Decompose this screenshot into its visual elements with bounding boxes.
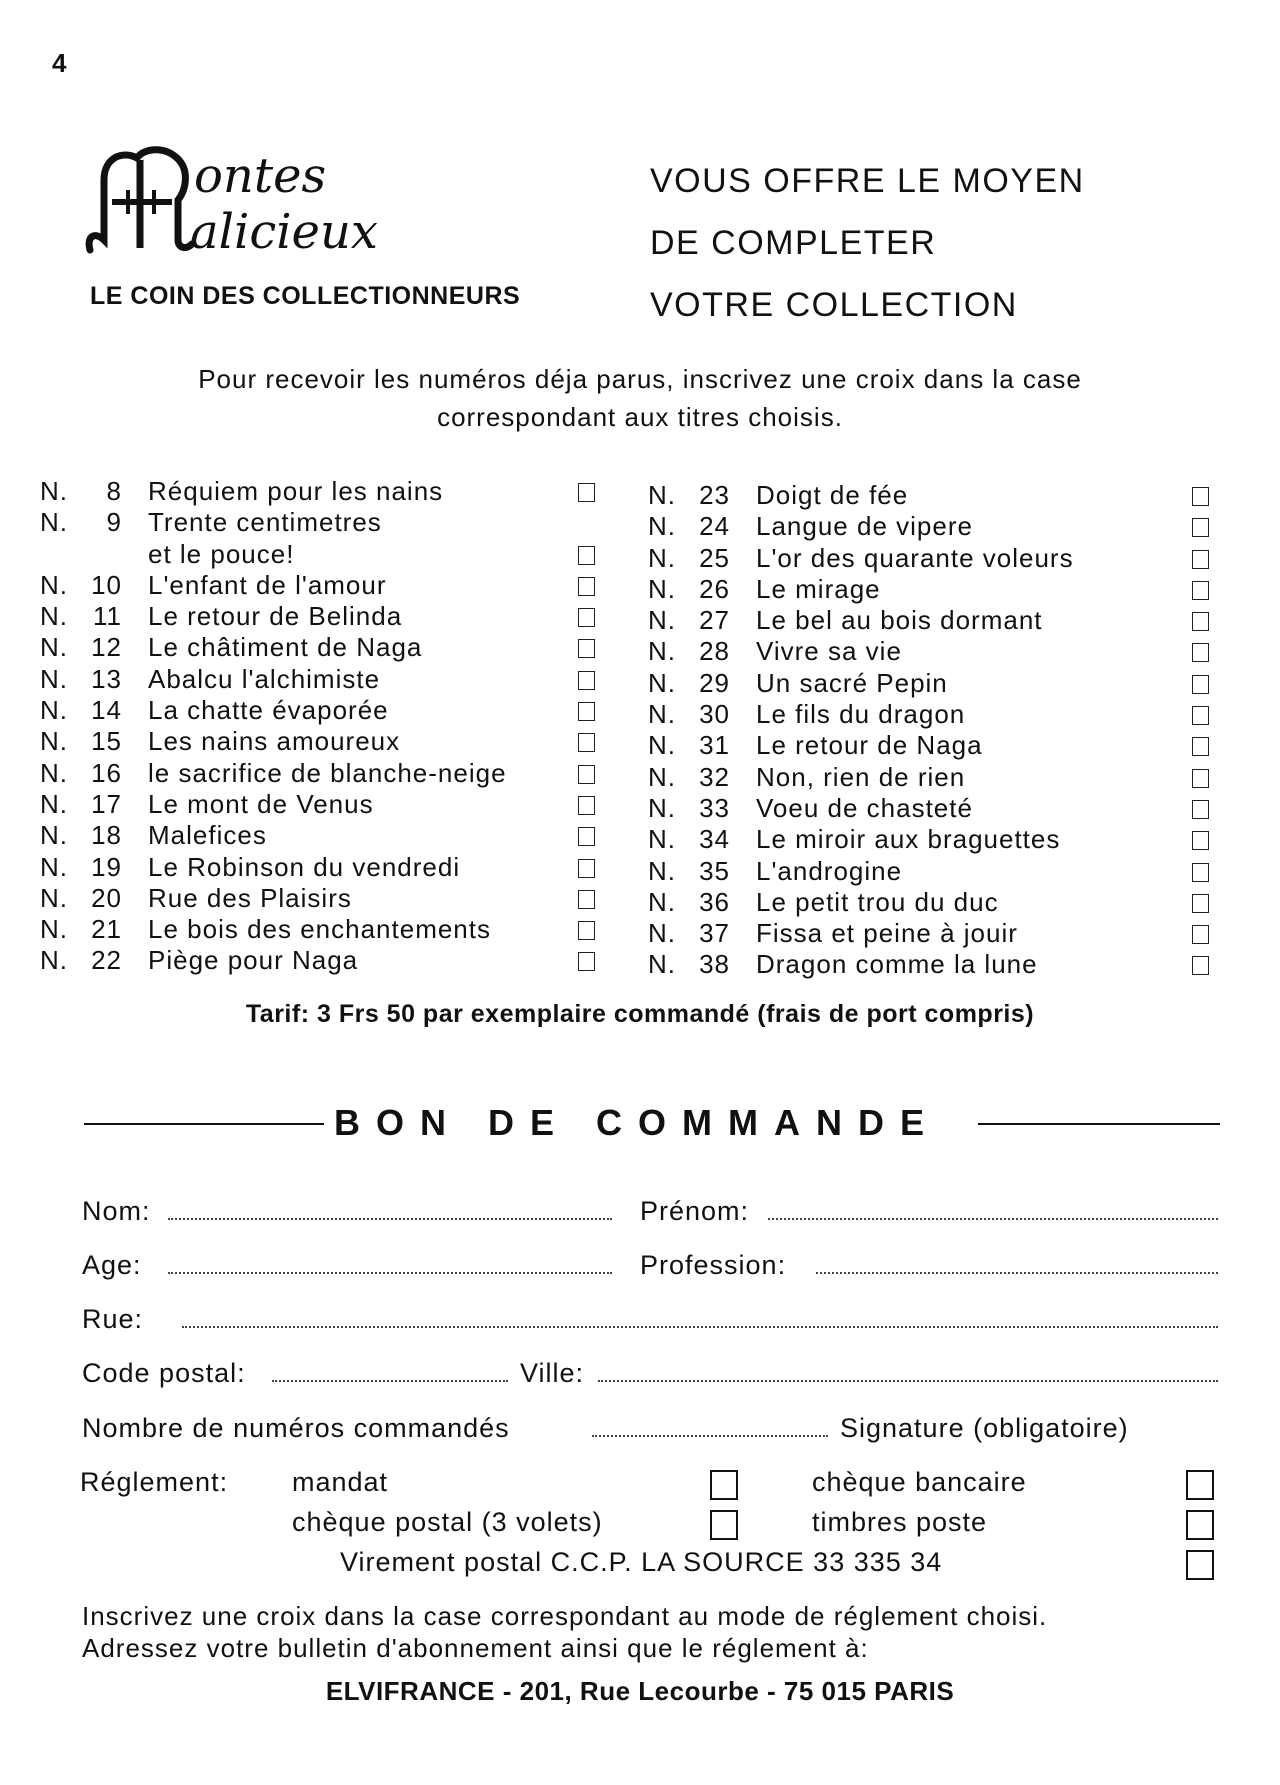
- issue-value: 31: [699, 730, 730, 761]
- tarif-text: Tarif: 3 Frs 50 par exemplaire commandé (frais de port compris): [245, 1000, 1035, 1028]
- issue-checkbox[interactable]: [578, 639, 595, 658]
- issue-number: [648, 762, 730, 793]
- issue-number: [40, 476, 122, 507]
- issue-checkbox[interactable]: [1192, 487, 1209, 506]
- issue-title: Le petit trou du duc: [756, 886, 999, 917]
- issue-title: Piège pour Naga: [148, 945, 359, 976]
- issue-number: [648, 949, 730, 980]
- issue-number: [40, 507, 122, 538]
- issue-number: [648, 824, 730, 855]
- issue-number: [40, 883, 122, 914]
- intro-line: correspondant aux titres choisis.: [437, 402, 843, 432]
- issue-value: 18: [91, 820, 122, 851]
- code-postal-field[interactable]: [272, 1380, 508, 1382]
- intro-line: Pour recevoir les numéros déja parus, inscrivez une croix dans la case: [198, 364, 1082, 394]
- issue-number: [40, 852, 122, 883]
- footer-line: Adressez votre bulletin d'abonnement ainsi que le réglement à:: [82, 1633, 869, 1663]
- issue-value: 13: [91, 663, 122, 694]
- issue-value: 19: [91, 851, 122, 882]
- issue-checkbox[interactable]: [1192, 894, 1209, 913]
- issue-title: Le bois des enchantements: [148, 914, 491, 945]
- code-postal-label: Code postal:: [82, 1358, 246, 1388]
- issue-number: [648, 480, 730, 511]
- issue-value: 20: [91, 882, 122, 913]
- issue-value: 35: [699, 855, 730, 886]
- issue-prefix: N.: [40, 945, 68, 976]
- issue-checkbox[interactable]: [578, 483, 595, 502]
- rue-field[interactable]: [182, 1326, 1218, 1328]
- issue-number: [40, 820, 122, 851]
- order-rule-left: [84, 1123, 324, 1125]
- issue-prefix: N.: [40, 726, 68, 757]
- issue-number: [648, 574, 730, 605]
- nom-label: Nom:: [82, 1196, 151, 1226]
- issue-title: Doigt de fée: [756, 480, 909, 510]
- issue-value: 11: [93, 601, 122, 632]
- issue-title: Vivre sa vie: [756, 636, 902, 667]
- profession-label: Profession:: [640, 1250, 787, 1280]
- issue-number: [40, 570, 122, 601]
- issue-number: [40, 664, 122, 695]
- prenom-label: Prénom:: [640, 1196, 750, 1226]
- prenom-field[interactable]: [768, 1218, 1218, 1220]
- issue-title: Le fils du dragon: [756, 699, 966, 730]
- issue-prefix: N.: [40, 601, 68, 632]
- issue-checkbox[interactable]: [1192, 518, 1209, 537]
- issue-checkbox[interactable]: [1192, 612, 1209, 631]
- issue-title: et le pouce!: [148, 538, 295, 569]
- issue-checkbox[interactable]: [578, 796, 595, 815]
- issue-checkbox[interactable]: [1192, 831, 1209, 850]
- issue-value: 36: [699, 886, 730, 917]
- issue-prefix: N.: [648, 824, 676, 855]
- issue-checkbox[interactable]: [1192, 769, 1209, 788]
- svg-text:alicieux: alicieux: [190, 204, 378, 260]
- issue-title: le sacrifice de blanche-neige: [148, 757, 507, 788]
- issue-checkbox[interactable]: [578, 608, 595, 627]
- issue-title: L'enfant de l'amour: [148, 569, 387, 600]
- issue-number: [648, 730, 730, 761]
- issue-prefix: N.: [648, 792, 676, 823]
- issue-number: [648, 511, 730, 542]
- issue-number: [648, 668, 730, 699]
- issue-prefix: N.: [648, 855, 676, 886]
- issue-title: Abalcu l'alchimiste: [148, 663, 381, 694]
- issue-checkbox[interactable]: [1192, 800, 1209, 819]
- issue-prefix: N.: [40, 663, 68, 694]
- issue-title: Le miroir aux braguettes: [756, 824, 1061, 855]
- nom-field[interactable]: [168, 1218, 612, 1220]
- issue-title: Le retour de Belinda: [148, 601, 403, 632]
- issue-value: 25: [699, 542, 730, 573]
- issue-checkbox[interactable]: [578, 921, 595, 940]
- timbres-poste-checkbox[interactable]: [1186, 1510, 1214, 1540]
- subtitle: LE COIN DES COLLECTIONNEURS: [90, 282, 521, 310]
- order-rule-right: [978, 1123, 1220, 1125]
- issue-checkbox[interactable]: [578, 890, 595, 909]
- issue-number: [40, 789, 122, 820]
- issue-number: [648, 636, 730, 667]
- issue-prefix: N.: [40, 851, 68, 882]
- issue-title: Le mirage: [756, 573, 881, 604]
- issue-prefix: N.: [648, 730, 676, 761]
- issue-prefix: N.: [648, 949, 676, 980]
- issue-checkbox[interactable]: [578, 952, 595, 971]
- issue-prefix: N.: [648, 605, 676, 636]
- issue-prefix: N.: [648, 573, 676, 604]
- issue-number: [648, 918, 730, 949]
- issue-title: L'or des quarante voleurs: [756, 542, 1074, 573]
- issue-checkbox[interactable]: [578, 702, 595, 721]
- rue-label: Rue:: [82, 1304, 144, 1334]
- offer-text: [650, 150, 1085, 336]
- issue-checkbox[interactable]: [1192, 737, 1209, 756]
- age-label: Age:: [82, 1250, 142, 1280]
- issue-checkbox[interactable]: [1192, 706, 1209, 725]
- page-number: 4: [52, 48, 67, 78]
- issue-prefix: N.: [40, 476, 68, 506]
- issue-number: [40, 601, 122, 632]
- issue-checkbox[interactable]: [1192, 643, 1209, 662]
- issue-value: 9: [106, 507, 122, 538]
- issue-value: 21: [91, 914, 122, 945]
- issue-prefix: N.: [648, 667, 676, 698]
- issue-number: [648, 887, 730, 918]
- signature-label: Signature (obligatoire): [840, 1413, 1129, 1443]
- issue-checkbox[interactable]: [1192, 581, 1209, 600]
- issue-title: Rue des Plaisirs: [148, 882, 352, 913]
- timbres-poste-label: timbres poste: [812, 1507, 988, 1537]
- issue-value: 15: [91, 726, 122, 757]
- issue-checkbox[interactable]: [578, 577, 595, 596]
- issue-checkbox[interactable]: [1192, 956, 1209, 975]
- issue-prefix: N.: [648, 761, 676, 792]
- issue-number: [40, 945, 122, 976]
- reglement-label: Réglement:: [80, 1467, 229, 1497]
- issue-value: 32: [699, 761, 730, 792]
- issue-prefix: N.: [40, 914, 68, 945]
- issue-title: Les nains amoureux: [148, 726, 401, 757]
- issue-title: Trente centimetres: [148, 507, 382, 538]
- issue-prefix: N.: [648, 886, 676, 917]
- issue-value: 28: [699, 636, 730, 667]
- issue-number: [40, 758, 122, 789]
- cheque-bancaire-label: chèque bancaire: [812, 1467, 1027, 1497]
- issue-title: Le bel au bois dormant: [756, 605, 1043, 636]
- issue-checkbox[interactable]: [1192, 925, 1209, 944]
- issue-checkbox[interactable]: [578, 546, 595, 565]
- issue-value: 17: [91, 788, 122, 819]
- address: ELVIFRANCE - 201, Rue Lecourbe - 75 015 PARIS: [325, 1676, 955, 1706]
- issue-title: Non, rien de rien: [756, 761, 966, 792]
- issue-checkbox[interactable]: [1192, 863, 1209, 882]
- issue-checkbox[interactable]: [1192, 550, 1209, 569]
- virement-label: Virement postal C.C.P. LA SOURCE 33 335 34: [340, 1547, 943, 1577]
- issue-prefix: N.: [648, 918, 676, 949]
- cheque-postal-checkbox[interactable]: [710, 1510, 738, 1540]
- issue-prefix: N.: [40, 695, 68, 726]
- nombre-label: Nombre de numéros commandés: [82, 1413, 510, 1443]
- issue-number: [40, 695, 122, 726]
- issue-value: 24: [699, 511, 730, 542]
- issue-value: 34: [699, 824, 730, 855]
- issue-prefix: N.: [648, 699, 676, 730]
- issue-title: Le châtiment de Naga: [148, 632, 423, 663]
- issue-value: 38: [699, 949, 730, 980]
- issue-checkbox[interactable]: [578, 827, 595, 846]
- footer-instructions: [82, 1600, 1047, 1664]
- issue-checkbox[interactable]: [578, 765, 595, 784]
- issue-title: Le Robinson du vendredi: [148, 851, 461, 882]
- issue-title: Le retour de Naga: [756, 730, 983, 761]
- issue-prefix: N.: [40, 757, 68, 788]
- issue-number: [40, 539, 122, 570]
- issue-prefix: N.: [40, 820, 68, 851]
- issue-prefix: N.: [648, 480, 676, 510]
- svg-text:ontes: ontes: [194, 148, 327, 204]
- cheque-bancaire-checkbox[interactable]: [1186, 1470, 1214, 1500]
- offer-line: VOUS OFFRE LE MOYEN: [650, 162, 1085, 200]
- issue-number: [648, 793, 730, 824]
- issue-prefix: N.: [40, 882, 68, 913]
- issue-title: Un sacré Pepin: [756, 667, 948, 698]
- issue-value: 29: [699, 667, 730, 698]
- ville-field[interactable]: [598, 1380, 1218, 1382]
- offer-line: DE COMPLETER: [650, 224, 937, 262]
- age-field[interactable]: [168, 1272, 612, 1274]
- issue-value: 12: [91, 632, 122, 663]
- issue-number: [648, 699, 730, 730]
- issue-value: 37: [699, 918, 730, 949]
- issue-title: Réquiem pour les nains: [148, 476, 444, 506]
- issue-prefix: N.: [40, 507, 68, 538]
- issue-title: Fissa et peine à jouir: [756, 918, 1018, 949]
- nombre-field[interactable]: [592, 1435, 828, 1437]
- profession-field[interactable]: [816, 1272, 1218, 1274]
- issue-checkbox[interactable]: [1192, 675, 1209, 694]
- order-title: BON DE COMMANDE: [334, 1102, 940, 1143]
- issue-title: La chatte évaporée: [148, 695, 389, 726]
- issue-checkbox[interactable]: [578, 671, 595, 690]
- offer-line: VOTRE COLLECTION: [650, 286, 1018, 324]
- issue-checkbox[interactable]: [578, 859, 595, 878]
- issue-value: 30: [699, 699, 730, 730]
- issue-value: 23: [699, 480, 730, 510]
- issue-number: [40, 914, 122, 945]
- virement-checkbox[interactable]: [1186, 1550, 1214, 1580]
- issue-value: 22: [91, 945, 122, 976]
- issue-title: Malefices: [148, 820, 267, 851]
- issue-number: [40, 632, 122, 663]
- footer-line: Inscrivez une croix dans la case correspondant au mode de réglement choisi.: [82, 1601, 1048, 1631]
- issue-prefix: N.: [40, 569, 68, 600]
- issue-title: Dragon comme la lune: [756, 949, 1038, 980]
- issue-value: 27: [699, 605, 730, 636]
- contes-malicieux-logo: [82, 140, 422, 260]
- issue-prefix: N.: [648, 542, 676, 573]
- issue-prefix: N.: [40, 788, 68, 819]
- issue-prefix: N.: [40, 632, 68, 663]
- issue-value: 14: [91, 695, 122, 726]
- issue-prefix: N.: [648, 636, 676, 667]
- issue-title: Le mont de Venus: [148, 788, 374, 819]
- issue-number: [648, 856, 730, 887]
- issue-title: Langue de vipere: [756, 511, 973, 542]
- issue-value: 8: [106, 476, 122, 506]
- issue-checkbox[interactable]: [578, 733, 595, 752]
- issue-title: Voeu de chasteté: [756, 792, 973, 823]
- issue-prefix: N.: [648, 511, 676, 542]
- issue-value: 33: [699, 792, 730, 823]
- issue-value: 16: [91, 757, 122, 788]
- ville-label: Ville:: [520, 1358, 585, 1388]
- mandat-checkbox[interactable]: [710, 1470, 738, 1500]
- issue-number: [648, 605, 730, 636]
- issue-title: L'androgine: [756, 855, 903, 886]
- issue-number: [40, 726, 122, 757]
- intro-text: [60, 360, 1220, 436]
- mandat-label: mandat: [292, 1467, 389, 1497]
- issue-value: 10: [91, 569, 122, 600]
- issue-value: 26: [699, 573, 730, 604]
- issue-number: [648, 543, 730, 574]
- cheque-postal-label: chèque postal (3 volets): [292, 1507, 603, 1537]
